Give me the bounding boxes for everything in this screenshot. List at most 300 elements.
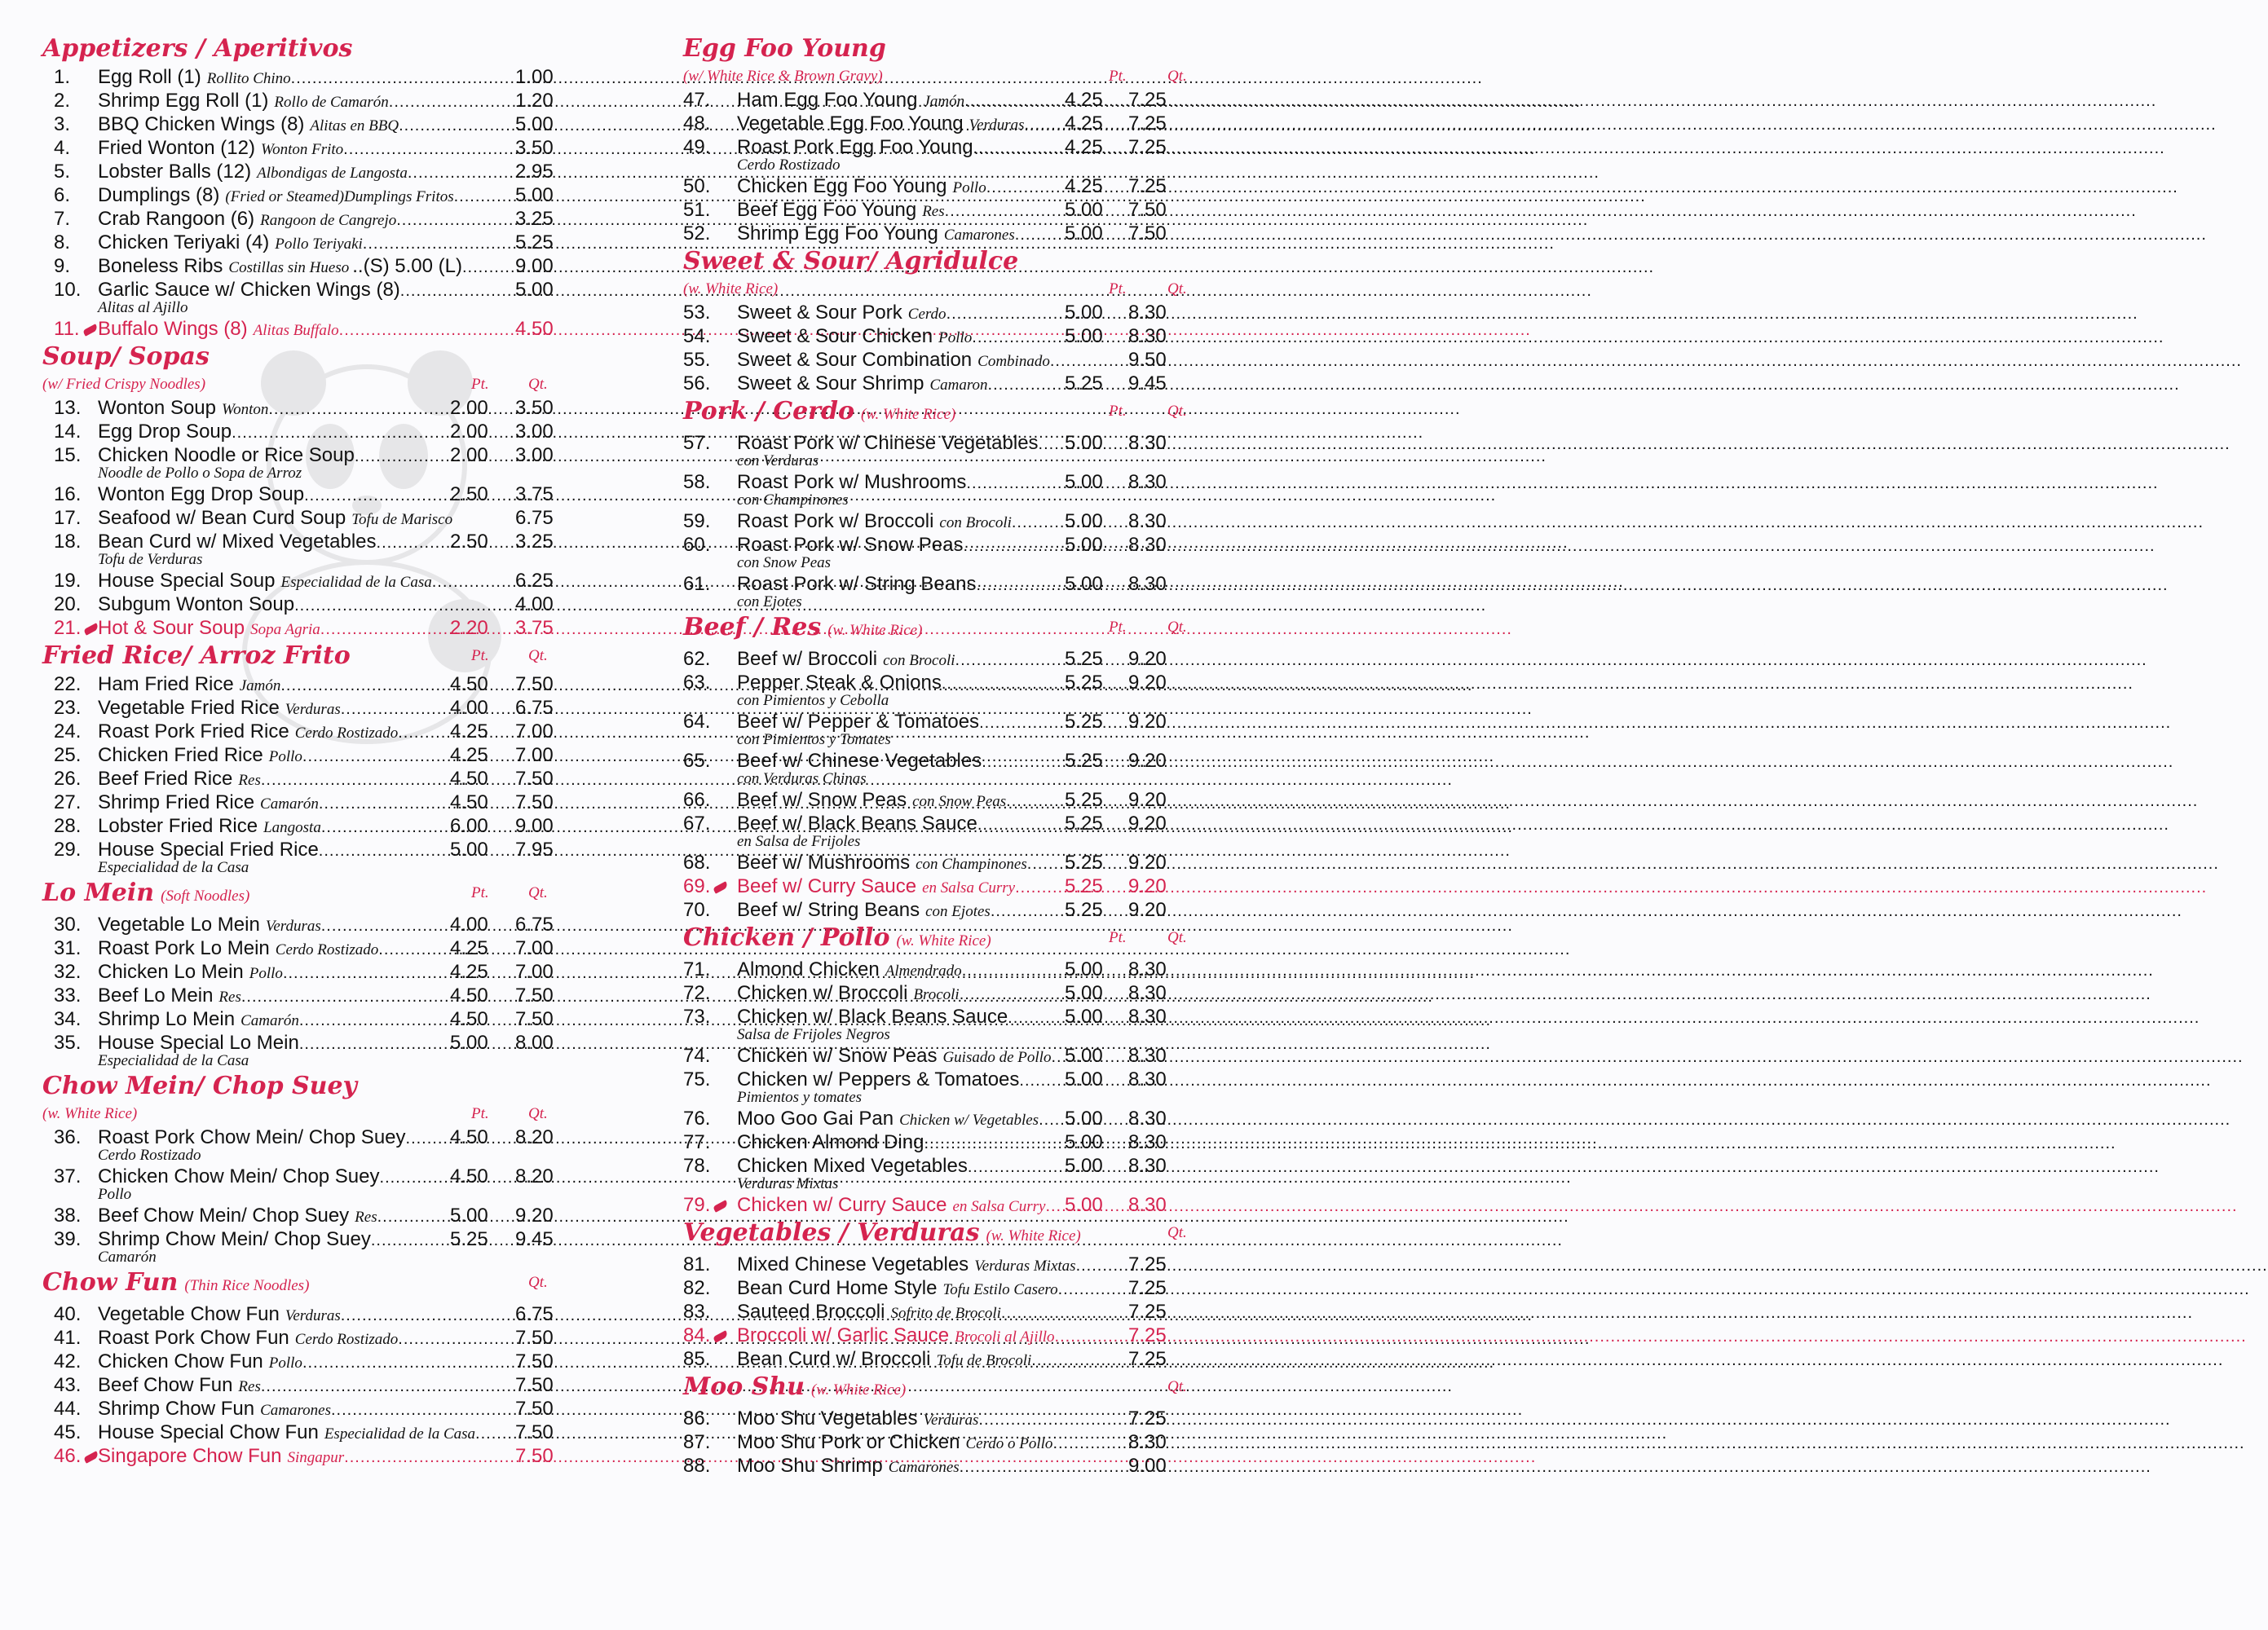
item-name: Sweet & Sour Shrimp [737,372,924,394]
item-description [98,317,505,342]
item-name: Crab Rangoon (6) [98,208,255,230]
price-pint: 5.00 [1065,958,1103,980]
menu-item-line [683,851,1202,874]
item-name: Shrimp Chow Mein/ Chop Suey [98,1228,371,1250]
item-name: Beef w/ Snow Peas [737,789,907,811]
item-subtitle: Especialidad de la Casa [98,859,249,876]
item-name: Boneless Ribs [98,255,223,277]
item-subtitle: con Pimientos y Tomates [737,731,891,748]
item-description [737,1430,1127,1456]
section-title [42,640,564,672]
item-name-spanish: Cerdo [907,306,946,323]
item-description [737,647,1063,672]
menu-item-line [42,317,564,341]
item-name-spanish: Sopa Agria [250,621,320,638]
leader-dots [1051,1046,2243,1069]
menu-item [683,1253,1202,1276]
price-quart: 3.00 [515,444,554,466]
item-number: 47. [683,89,711,111]
item-number: 74. [683,1045,711,1067]
price-quart: 7.50 [515,673,554,695]
item-name-spanish: Camarón [260,795,319,813]
section-chow-fun [42,1267,564,1468]
menu-item [42,1302,564,1326]
price: 1.00 [515,66,554,88]
item-description [98,767,440,792]
menu-item-line [683,1430,1202,1454]
price: 7.25 [1128,1253,1167,1275]
item-name-spanish: Camarón [240,1012,299,1029]
leader-dots [1015,223,2207,247]
item-description [737,572,1063,597]
item-subtitle: con Pimientos y Cebolla [737,692,889,709]
section-vegetables-verduras [683,1217,1202,1371]
item-number: 84. [683,1324,728,1347]
menu-item-line [683,812,1202,835]
item-number: 22. [54,673,82,695]
price: 3.50 [515,137,554,159]
item-number: 65. [683,750,711,772]
menu-item-line [42,207,564,231]
section-beef-res [683,611,1202,922]
price-pint: 4.50 [450,791,488,813]
section-subtitle-line [42,1103,564,1126]
price-pint: 5.00 [1065,199,1103,221]
menu-item [683,324,1202,348]
menu-item [42,420,564,443]
item-name-spanish: Brocoli [913,986,960,1003]
item-description [737,1044,1063,1069]
menu-item-line [42,1397,564,1421]
item-name-spanish: Langosta [263,819,321,836]
section-title-text: Lo Mein [42,879,155,907]
menu-item-line [683,1044,1202,1068]
price: 5.00 [515,113,554,135]
price-quart: 7.00 [515,961,554,983]
section-title-text: Beef / Res [683,613,822,641]
price-pint: 5.25 [1065,750,1103,772]
price-pint: 5.25 [1065,875,1103,897]
price-quart: 9.20 [1128,648,1167,670]
menu-item [683,671,1202,710]
price-quart: 8.20 [515,1126,554,1148]
item-name: Egg Drop Soup [98,421,232,443]
item-name: Chicken Egg Foo Young [737,175,947,197]
item-number: 45. [54,1421,82,1443]
price-pint: 4.50 [450,1126,488,1148]
price-quart: 8.30 [1128,1155,1167,1177]
menu-item [683,135,1202,174]
item-name: Vegetable Egg Foo Young [737,112,964,134]
item-description [98,278,505,303]
price-quart: 9.20 [1128,672,1167,694]
menu-item [42,1007,564,1031]
price: 7.50 [515,1398,554,1420]
item-name-spanish: Res [238,1378,261,1395]
item-name: Hot & Sour Soup [98,617,245,639]
item-description [98,1126,440,1151]
quart-header: Qt. [1167,280,1187,297]
item-number: 40. [54,1303,82,1325]
item-name: Shrimp Chow Fun [98,1398,255,1420]
item-name: Shrimp Fried Rice [98,791,255,813]
menu-item [683,1193,1202,1217]
pint-header: Pt. [1109,68,1127,85]
item-name: Roast Pork Egg Foo Young [737,136,973,158]
item-name-spanish: Pollo [249,965,283,982]
menu-item [42,530,564,569]
item-name: Moo Shu Vegetables [737,1408,918,1430]
price: 9.00 [515,255,554,277]
item-name-spanish: Guisado de Pollo [942,1049,1052,1066]
item-name-spanish: con Champinones [916,856,1027,873]
menu-item-line [683,647,1202,671]
menu-item [42,278,564,317]
item-description [737,509,1063,535]
item-name: Bean Curd w/ Mixed Vegetables [98,531,377,553]
menu-item-line [42,1007,564,1031]
item-name-spanish: Pollo Teriyaki [275,236,363,253]
chili-pepper-icon [82,324,99,337]
menu-item-line [42,838,564,861]
menu-item-line [683,981,1202,1005]
item-number: 31. [54,937,82,959]
menu-item [42,112,564,136]
item-name-spanish: (Fried or Steamed)Dumplings Fritos [225,188,454,205]
price-quart: 8.30 [1128,573,1167,595]
item-name: Mixed Chinese Vegetables [737,1253,969,1275]
item-name: Shrimp Egg Roll (1) [98,90,269,112]
price-pint: 4.25 [450,744,488,766]
menu-item [683,1276,1202,1300]
menu-item [683,112,1202,135]
item-number: 29. [54,839,82,861]
item-name: Sweet & Sour Pork [737,302,902,324]
menu-item [42,1227,564,1267]
item-number: 81. [683,1253,711,1275]
menu-item [42,443,564,482]
item-name: Sauteed Broccoli [737,1301,885,1323]
price: 7.50 [515,1327,554,1349]
item-description [98,936,440,962]
item-name: Chicken w/ Peppers & Tomatoes [737,1068,1020,1090]
menu-item [683,174,1202,198]
item-subtitle: Cerdo Rostizado [737,156,841,174]
item-name-spanish: Res [218,989,241,1006]
item-name: Dumplings (8) [98,184,220,206]
price: 7.25 [1128,1348,1167,1370]
item-description [98,791,440,816]
item-number: 55. [683,349,711,371]
price-pint: 5.00 [1065,510,1103,532]
item-number: 21. [54,616,99,640]
item-name-spanish: Pollo [268,748,302,765]
menu-item-line [683,1407,1202,1430]
menu-item-line [42,1350,564,1373]
item-name-spanish: Cerdo Rostizado [275,941,379,958]
section-title-text: Moo Shu [683,1372,805,1401]
item-name-spanish: Almendrado [885,963,962,980]
item-name: Vegetable Chow Fun [98,1303,280,1325]
item-number: 10. [54,279,82,301]
price-pint: 5.00 [1065,573,1103,595]
menu-item-line [42,767,564,791]
item-name-spanish: Verduras [969,117,1025,134]
menu-item-line [683,198,1202,222]
price-pint: 2.00 [450,444,488,466]
menu-item [683,1430,1202,1454]
menu-item-line [42,1227,564,1251]
section-title [683,245,1202,278]
item-name: Wonton Egg Drop Soup [98,483,305,505]
item-number: 76. [683,1108,711,1130]
item-description [98,616,440,641]
section-sweet-sour-agridulce [683,245,1202,395]
section-title-text: Chow Mein/ Chop Suey [42,1072,357,1100]
item-description [98,814,440,839]
price-quart: 6.75 [515,507,554,529]
menu-item [42,838,564,877]
item-name-spanish: Costillas sin Hueso [228,259,350,276]
menu-item-line [42,936,564,960]
item-name: Chicken w/ Curry Sauce [737,1194,947,1216]
pint-header: Pt. [1109,280,1127,297]
menu-item-line [42,254,564,278]
item-number: 83. [683,1301,711,1323]
item-subtitle: Verduras Mixtas [737,1175,839,1192]
price-quart: 9.20 [515,1205,554,1227]
menu-item-line [42,443,564,467]
item-name: Sweet & Sour Combination [737,349,973,371]
item-description [98,1326,505,1351]
item-name: Chicken w/ Snow Peas [737,1045,938,1067]
menu-item [42,506,564,530]
item-name-spanish: con Brocoli [939,514,1012,531]
item-description [98,207,505,232]
item-number: 52. [683,222,711,244]
price-quart: 9.20 [1128,875,1167,897]
item-number: 63. [683,672,711,694]
menu-item [683,372,1202,395]
menu-item [683,958,1202,981]
menu-item-line [683,1276,1202,1300]
section-title-text: Chicken / Pollo [683,923,890,952]
section-title [683,611,1202,647]
item-name: Roast Pork w/ Mushrooms [737,471,967,493]
item-description [98,1350,505,1375]
item-name: Beef w/ Chinese Vegetables [737,750,982,772]
menu-item-line [42,960,564,984]
leader-dots [1001,1302,2193,1325]
price-quart: 8.30 [1128,1068,1167,1090]
price-quart: 7.95 [515,839,554,861]
item-name: Lobster Balls (12) [98,161,252,183]
item-description [737,348,1063,373]
price-pint: 2.50 [450,531,488,553]
item-description [737,1107,1063,1132]
item-subtitle: Pimientos y tomates [737,1089,863,1106]
item-number: 69. [683,874,728,898]
menu-item-line [683,1300,1202,1324]
menu-item [683,1130,1202,1154]
item-number: 18. [54,531,82,553]
item-number: 67. [683,813,711,835]
price-pint: 4.25 [1065,175,1103,197]
price-pint: 5.25 [1065,899,1103,921]
menu-item-line [683,1107,1202,1130]
price-pint: 5.00 [1065,1068,1103,1090]
menu-item [683,301,1202,324]
item-name-spanish: en Salsa Curry [952,1198,1046,1215]
item-description [98,254,505,280]
section-title [42,341,564,373]
menu-item-line [42,1421,564,1444]
menu-item [683,981,1202,1005]
item-size-price: ..(S) 5.00 (L) [352,255,462,277]
item-name-spanish: Albondigas de Langosta [257,165,408,182]
item-description [737,135,1063,161]
item-name: Singapore Chow Fun [98,1445,282,1467]
item-description [737,710,1063,735]
section-title [42,1070,564,1103]
price-quart: 9.20 [1128,789,1167,811]
item-number: 3. [54,113,71,135]
menu-item-line [42,482,564,506]
menu-item [42,913,564,936]
item-name: Chicken Mixed Vegetables [737,1155,968,1177]
price-quart: 8.20 [515,1165,554,1187]
menu-item-line [683,1130,1202,1154]
item-name: Egg Roll (1) [98,66,201,88]
price-pint: 5.25 [1065,711,1103,733]
item-number: 37. [54,1165,82,1187]
item-subtitle: Cerdo Rostizado [98,1147,201,1164]
item-number: 77. [683,1131,711,1153]
leader-dots [924,1132,2116,1156]
item-name-spanish: Rollito Chino [206,70,291,87]
item-name: Roast Pork w/ Broccoli [737,510,934,532]
section-title-text: Soup/ Sopas [42,342,210,371]
price-pint: 4.50 [450,1165,488,1187]
menu-item [683,749,1202,788]
price-quart: 7.25 [1128,175,1167,197]
item-description [98,1227,440,1253]
price: 2.95 [515,161,554,183]
item-name: Moo Shu Shrimp [737,1455,883,1477]
leader-dots [1055,1325,2247,1349]
section-note: (Soft Noodles) [161,888,250,905]
item-description [98,160,505,185]
menu-item-line [683,1005,1202,1029]
item-number: 41. [54,1327,82,1349]
menu-item-line [42,1444,564,1468]
menu-item [683,1300,1202,1324]
item-description [737,301,1063,326]
chili-pepper-icon [713,1330,730,1343]
menu-item-line [42,1126,564,1149]
item-name-spanish: en Salsa Curry [922,879,1016,896]
pint-header: Pt. [1109,929,1127,946]
leader-dots [942,672,2133,696]
menu-item [42,672,564,696]
item-name: Chicken Chow Fun [98,1350,263,1372]
price-pint: 4.25 [450,937,488,959]
menu-item [42,593,564,616]
item-name-spanish: Alitas en BBQ [310,117,399,134]
leader-dots [1027,852,2219,876]
item-name: Moo Shu Pork or Chicken [737,1431,960,1453]
leader-dots [1050,350,2242,373]
item-description [737,1300,1127,1325]
item-description [98,1031,440,1056]
leader-dots [1031,1349,2223,1372]
price-pint: 4.25 [1065,112,1103,134]
menu-item-line [683,898,1202,922]
price-pint: 2.50 [450,483,488,505]
leader-dots [1025,113,2217,137]
quart-header: Qt. [528,1274,548,1291]
price: 7.50 [515,1421,554,1443]
item-description [98,960,440,985]
item-number: 16. [54,483,82,505]
menu-item [42,1031,564,1070]
item-name: Lobster Fried Rice [98,815,258,837]
section-title [683,395,1202,431]
price-pint: 5.00 [1065,432,1103,454]
item-description [737,1005,1063,1030]
menu-item [42,183,564,207]
item-number: 54. [683,325,711,347]
item-name-spanish: Wonton [222,401,269,418]
item-description [737,198,1063,223]
item-name: Beef w/ Curry Sauce [737,875,917,897]
section-pork-cerdo [683,395,1202,611]
item-number: 15. [54,444,82,466]
item-description [98,112,505,138]
menu-item [42,960,564,984]
item-number: 50. [683,175,711,197]
item-number: 57. [683,432,711,454]
price: 7.25 [1128,1277,1167,1299]
menu-item-line [683,324,1202,348]
item-name: Chicken Almond Ding [737,1131,924,1153]
item-name-spanish: Sofrito de Brocoli [890,1305,1001,1322]
menu-item [683,898,1202,922]
section-subtitle: (w/ Fried Crispy Noodles) [42,376,206,393]
price: 5.25 [515,231,554,253]
item-number: 35. [54,1032,82,1054]
price-pint: 5.25 [1065,372,1103,394]
item-number: 73. [683,1006,711,1028]
quart-header: Qt. [528,884,548,901]
item-name: Subgum Wonton Soup [98,593,295,615]
menu-item [683,198,1202,222]
item-subtitle: con Verduras Chinas [737,770,867,787]
item-number: 87. [683,1431,711,1453]
menu-item-line [42,506,564,530]
price: 1.20 [515,90,554,112]
item-name-spanish: Verduras [265,918,321,935]
item-description [737,222,1063,247]
item-description [737,88,1063,113]
price-quart: 7.00 [515,937,554,959]
pint-header: Pt. [471,1105,489,1122]
item-name: House Special Soup [98,570,276,592]
quart-header: Qt. [528,647,548,664]
menu-item [42,791,564,814]
item-number: 19. [54,570,82,592]
menu-item [683,812,1202,851]
